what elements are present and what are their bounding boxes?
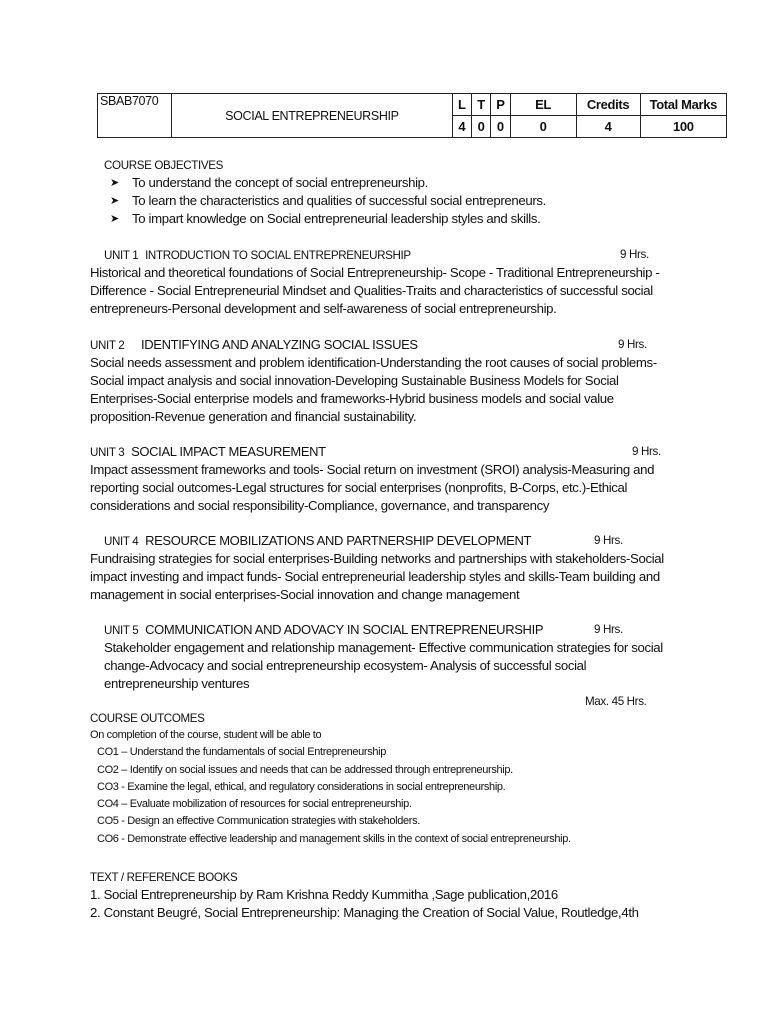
unit-line: Historical and theoretical foundations of Social Entrepreneurship- Scope - Traditional Entrepreneurship - <box>90 265 660 280</box>
unit-line: proposition-Revenue generation and financial sustainability. <box>90 409 417 424</box>
unit-line: entrepreneurship ventures <box>104 676 250 691</box>
unit-line: reporting social outcomes-Legal structures for social enterprises (nonprofits, B-Corps, etc.)-Ethical <box>90 480 628 495</box>
arrow-bullet-icon: ➤ <box>110 213 119 225</box>
unit-title: COMMUNICATION AND ADOVACY IN SOCIAL ENTREPRENEURSHIP <box>145 622 544 637</box>
unit-line: Impact assessment frameworks and tools- Social return on investment (SROI) analysis-Measuring and <box>90 462 655 477</box>
reference-books <box>90 869 730 922</box>
outcome-item: CO2 – Identify on social issues and needs that can be addressed through entrepreneurship. <box>97 763 513 776</box>
course-code: SBAB7070 <box>98 94 172 138</box>
arrow-bullet-icon: ➤ <box>110 195 119 207</box>
reference-item: 2. Constant Beugré, Social Entrepreneurship: Managing the Creation of Social Value, Routledge,4th <box>90 905 639 920</box>
val-l: 4 <box>452 116 471 138</box>
unit-title: IDENTIFYING AND ANALYZING SOCIAL ISSUES <box>141 337 418 352</box>
course-outcomes <box>90 710 710 848</box>
unit-line: Difference - Social Entrepreneurial Mindset and Qualities-Traits and characteristics of successful social <box>90 283 653 298</box>
unit-line: Social needs assessment and problem identification-Understanding the root causes of social problems- <box>90 355 657 370</box>
col-el: EL <box>510 94 576 116</box>
unit-line: considerations and social responsibility-Compliance, governance, and transparency <box>90 498 550 513</box>
outcomes-heading: COURSE OUTCOMES <box>90 712 205 725</box>
unit-label: UNIT 4 <box>104 535 139 548</box>
course-objectives <box>104 157 704 228</box>
col-l: L <box>452 94 471 116</box>
objectives-heading: COURSE OBJECTIVES <box>104 159 224 172</box>
outcome-item: CO3 - Examine the legal, ethical, and regulatory considerations in social entrepreneurship. <box>97 780 506 793</box>
unit-label: UNIT 5 <box>104 624 139 637</box>
unit-title: RESOURCE MOBILIZATIONS AND PARTNERSHIP DEVELOPMENT <box>145 533 532 548</box>
unit-3 <box>90 443 670 515</box>
unit-line: impact investing and impact funds- Social entrepreneurial leadership styles and skills-Team building and <box>90 569 660 584</box>
objective-item: ➤ To learn the characteristics and qualities of successful social entrepreneurs. <box>110 193 546 208</box>
arrow-bullet-icon: ➤ <box>110 177 119 189</box>
objectives-list <box>104 174 704 228</box>
unit-line: Fundraising strategies for social enterprises-Building networks and partnerships with stakeholders-Social <box>90 551 664 566</box>
objective-item: ➤ To impart knowledge on Social entrepreneurial leadership styles and skills. <box>110 211 541 226</box>
unit-line: Social impact analysis and social innovation-Developing Sustainable Business Models for Social <box>90 373 619 388</box>
unit-title: SOCIAL IMPACT MEASUREMENT <box>131 444 326 459</box>
unit-line: Stakeholder engagement and relationship management- Effective communication strategies for social <box>104 640 663 655</box>
unit-title: INTRODUCTION TO SOCIAL ENTREPRENEURSHIP <box>145 249 411 262</box>
unit-line: Enterprises-Social enterprise models and frameworks-Hybrid business models and social value <box>90 391 614 406</box>
objective-item: ➤ To understand the concept of social entrepreneurship. <box>110 175 428 190</box>
val-el: 0 <box>510 116 576 138</box>
val-p: 0 <box>491 116 510 138</box>
unit-line: entrepreneurs-Personal development and self-awareness of social entrepreneurship. <box>90 301 557 316</box>
unit-line: management in social enterprises-Social innovation and change management <box>90 587 520 602</box>
reference-item: 1. Social Entrepreneurship by Ram Krishna Reddy Kummitha ,Sage publication,2016 <box>90 887 558 902</box>
unit-hours: 9 Hrs. <box>594 623 623 636</box>
references-heading: TEXT / REFERENCE BOOKS <box>90 871 238 884</box>
unit-4 <box>90 532 670 604</box>
unit-hours: 9 Hrs. <box>618 338 647 351</box>
col-total-marks: Total Marks <box>640 94 726 116</box>
unit-2 <box>90 336 670 426</box>
unit-label: UNIT 2 <box>90 339 125 352</box>
unit-1 <box>90 246 670 318</box>
unit-label: UNIT 3 <box>90 446 125 459</box>
course-header-table <box>97 93 727 138</box>
unit-hours: 9 Hrs. <box>632 445 661 458</box>
outcome-item: CO6 - Demonstrate effective leadership and management skills in the context of social entrepreneurship. <box>97 832 571 845</box>
outcome-item: CO4 – Evaluate mobilization of resources for social entrepreneurship. <box>97 798 412 811</box>
unit-line: change-Advocacy and social entrepreneurship ecosystem- Analysis of successful social <box>104 658 587 673</box>
unit-label: UNIT 1 <box>104 249 139 262</box>
unit-5 <box>104 621 674 693</box>
unit-hours: 9 Hrs. <box>594 534 623 547</box>
unit-hours: 9 Hrs. <box>620 248 649 261</box>
outcomes-intro: On completion of the course, student will be able to <box>90 729 322 741</box>
val-t: 0 <box>471 116 490 138</box>
col-p: P <box>491 94 510 116</box>
outcome-item: CO5 - Design an effective Communication strategies with stakeholders. <box>97 815 420 828</box>
course-title: SOCIAL ENTREPRENEURSHIP <box>172 94 452 138</box>
val-credits: 4 <box>576 116 640 138</box>
col-t: T <box>471 94 490 116</box>
col-credits: Credits <box>576 94 640 116</box>
val-total-marks: 100 <box>640 116 726 138</box>
max-hours: Max. 45 Hrs. <box>585 695 647 708</box>
outcome-item: CO1 – Understand the fundamentals of social Entrepreneurship <box>97 746 387 759</box>
